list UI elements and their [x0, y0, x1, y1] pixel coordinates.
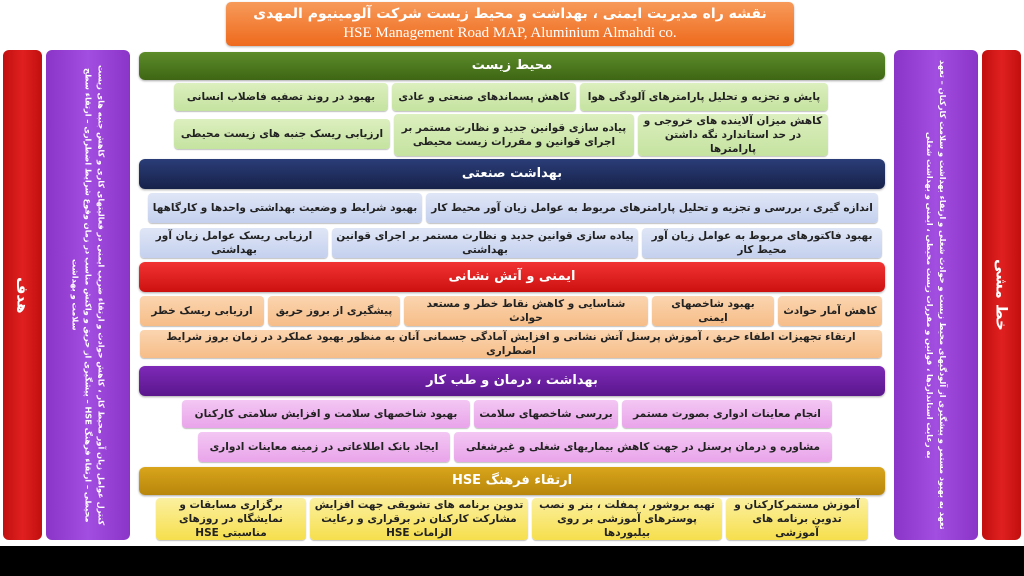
title-english: HSE Management Road MAP, Aluminium Almahdi co.	[343, 25, 677, 41]
hygiene-item-measurement: اندازه گیری ، بررسی و تجزیه و تحلیل پارامترهای مربوط به عوامل زیان آور محیط کار	[426, 193, 878, 223]
goal-label: هدف	[13, 276, 32, 314]
section-industrial-hygiene-header: بهداشت صنعتی	[139, 159, 885, 189]
section-health-medical-header: بهداشت ، درمان و طب کار	[139, 366, 885, 396]
env-item-wastewater: بهبود در روند تصفیه فاضلاب انسانی	[174, 83, 388, 111]
bottom-bar	[0, 546, 1024, 576]
medical-item-database: ایجاد بانک اطلاعاتی در زمینه معاینات ادواری	[198, 432, 450, 462]
env-item-emissions: کاهش میزان آلاینده های خروجی و در حد استاندارد نگه داشتن پارامترها	[638, 114, 828, 156]
goal-label-panel	[3, 50, 42, 540]
medical-item-periodic-exams: انجام معاینات ادواری بصورت مستمر	[622, 400, 832, 428]
medical-item-health-improvement: بهبود شاخصهای سلامت و افزایش سلامتی کارکنان	[182, 400, 470, 428]
safety-item-safety-indices: بهبود شاخصهای ایمنی	[652, 296, 774, 326]
env-item-air-monitoring: پایش و تجزیه و تحلیل پارامترهای آلودگی هوا	[580, 83, 828, 111]
culture-item-competitions: برگزاری مسابقات و نمایشگاه در روزهای مناسبتی HSE	[156, 498, 306, 540]
hygiene-item-workshop-conditions: بهبود شرایط و وضعیت بهداشتی واحدها و کارگاهها	[148, 193, 422, 223]
safety-item-risk-assessment: ارزیابی ریسک خطر	[140, 296, 264, 326]
safety-item-hazard-identification: شناسایی و کاهش نقاط خطر و مستعد حوادث	[404, 296, 648, 326]
section-environment-header: محیط زیست	[139, 52, 885, 80]
medical-item-counseling: مشاوره و درمان پرسنل در جهت کاهش بیماریهای شغلی و غیرشغلی	[454, 432, 832, 462]
culture-item-incentives: تدوین برنامه های تشویقی جهت افزایش مشارکت کارکنان در برقراری و رعایت الزامات HSE	[310, 498, 528, 540]
section-safety-fire-header: ایمنی و آتش نشانی	[139, 262, 885, 292]
safety-item-fire-equipment: ارتقاء تجهیزات اطفاء حریق ، آموزش پرسنل آتش نشانی و افزایش آمادگی جسمانی آنان به منظور بهبود عملکرد در زمان بروز شرایط اضطراری	[140, 330, 882, 358]
culture-item-brochures: تهیه بروشور ، پمفلت ، بنر و نصب پوسترهای آموزشی بر روی بیلبوردها	[532, 498, 722, 540]
policy-text: تعهد به بهبود مستمر و پیشگیری از آلودگیهای محیط زیست و حوادث شغلی و ارتقاء بهداشت و سلامت کارکنان – تعهد به رعایت استانداردها ، قوانین و مقررات زیست محیطی ، ایمنی و بهداشت شغلی	[925, 60, 948, 530]
policy-label: خط مشی	[992, 259, 1011, 331]
hygiene-item-harmful-factors: بهبود فاکتورهای مربوط به عوامل زیان آور محیط کار	[642, 228, 882, 258]
culture-item-training: آموزش مستمرکارکنان و تدوین برنامه های آموزشی	[726, 498, 868, 540]
title-persian: نقشه راه مدیریت ایمنی ، بهداشت و محیط زیست شرکت آلومینیوم المهدی	[253, 6, 767, 22]
hygiene-item-regulations: پیاده سازی قوانین جدید و نظارت مستمر بر اجرای قوانین بهداشتی	[332, 228, 638, 258]
env-item-waste-reduction: کاهش پسماندهای صنعتی و عادی	[392, 83, 576, 111]
safety-item-accident-stats: کاهش آمار حوادث	[778, 296, 882, 326]
env-item-risk-assessment: ارزیابی ریسک جنبه های زیست محیطی	[174, 119, 390, 149]
safety-item-fire-prevention: پیشگیری از بروز حریق	[268, 296, 400, 326]
env-item-regulations: پیاده سازی قوانین جدید و نظارت مستمر بر اجرای قوانین و مقررات زیست محیطی	[394, 114, 634, 156]
medical-item-health-indices-review: بررسی شاخصهای سلامت	[474, 400, 618, 428]
hygiene-item-risk-assessment: ارزیابی ریسک عوامل زیان آور بهداشتی	[140, 228, 328, 258]
title-banner	[226, 2, 794, 46]
goal-text: کنترل عوامل زیان آور محیط کار ، کاهش حوادث و ارتقاء ضریب ایمنی در فعالیتهای کاری و کاهش جنبه های زیست محیطی – ارتقاء فرهنگ HSE – پیشگیری از حریق و واکنش مناسب در زمان وقوع شرایط اضطراری – ارتقاء سطح سلامت و بهداشت	[70, 64, 107, 526]
goal-text-panel	[46, 50, 130, 540]
section-hse-culture-header: ارتقاء فرهنگ HSE	[139, 467, 885, 495]
policy-text-panel	[894, 50, 978, 540]
policy-label-panel	[982, 50, 1021, 540]
